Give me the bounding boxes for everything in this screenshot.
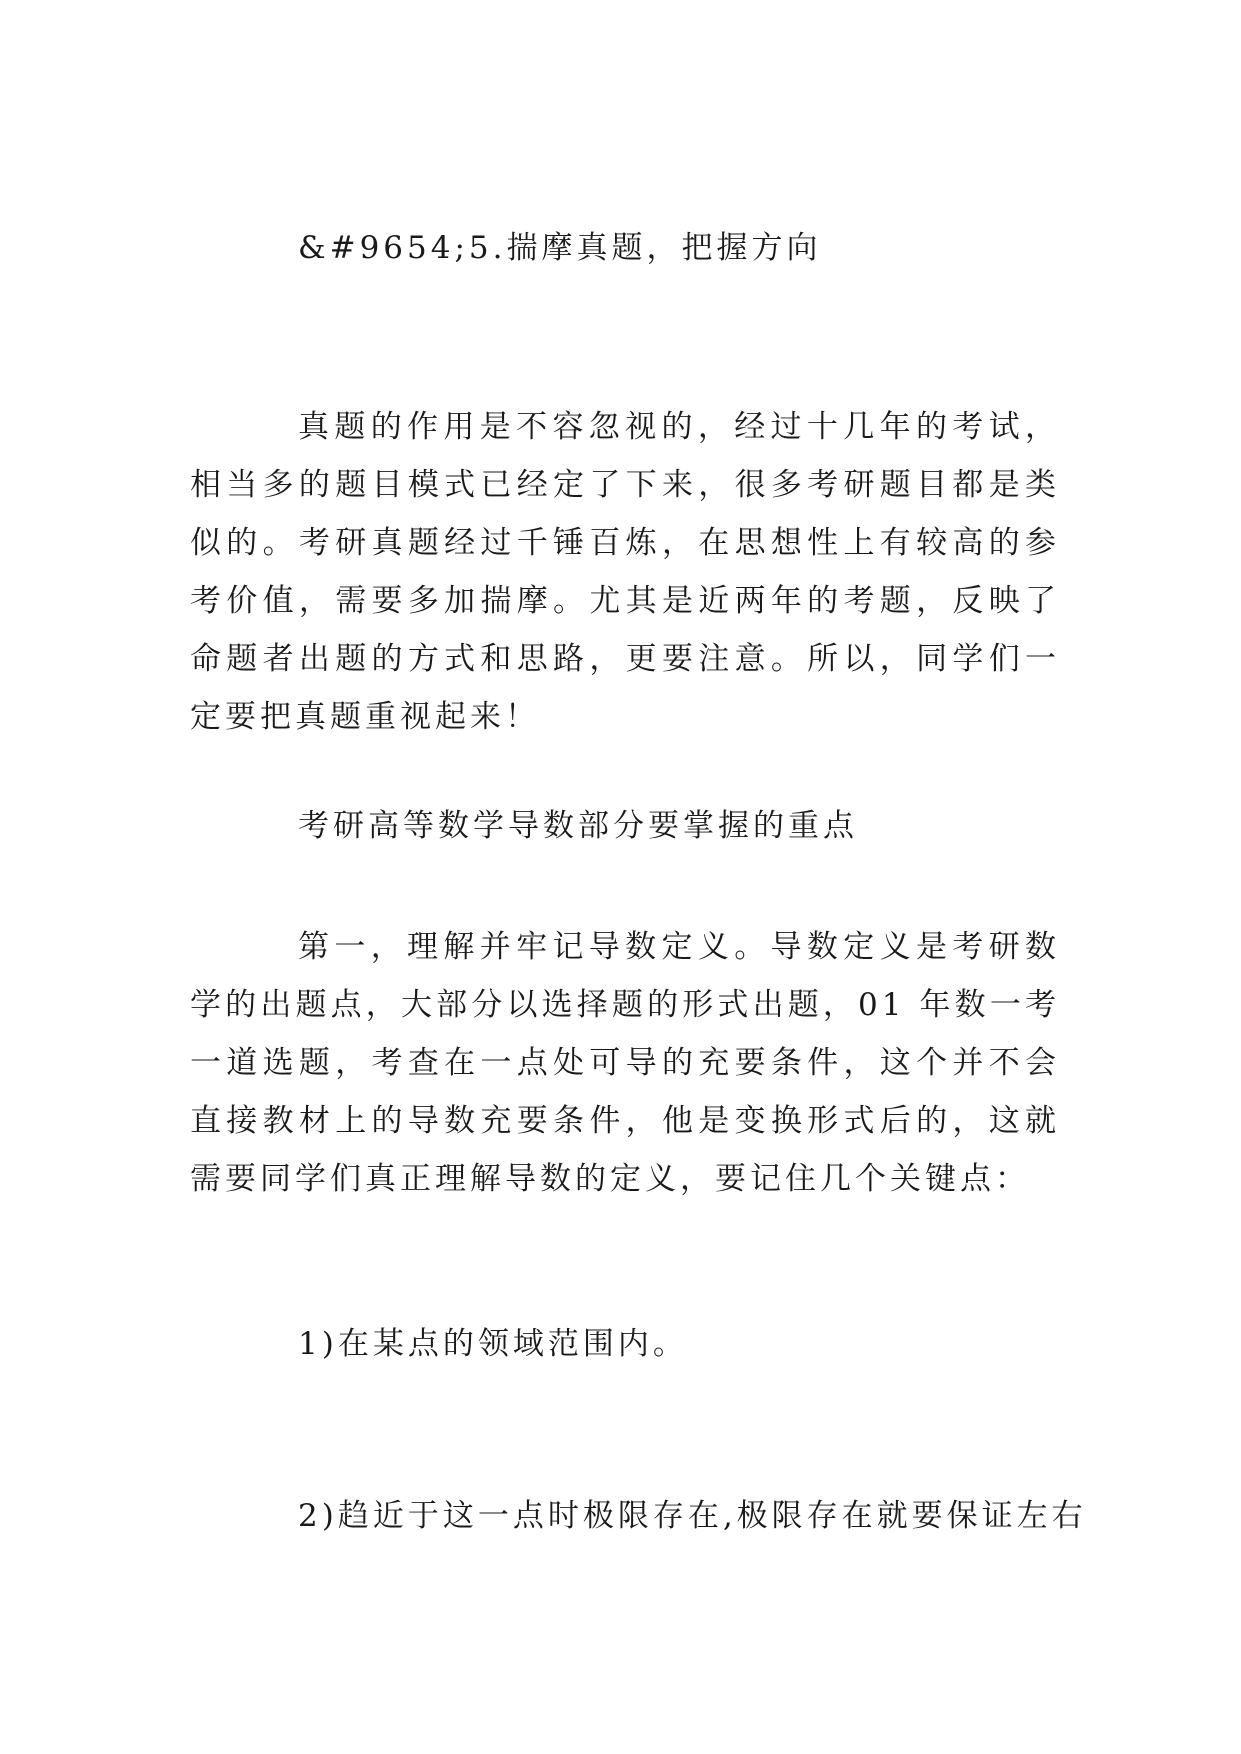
paragraph-derivative-definition: 第一，理解并牢记导数定义。导数定义是考研数学的出题点，大部分以选择题的形式出题，01 年数一考一道选题，考查在一点处可导的充要条件，这个并不会直接教材上的导数充要条件，他是变换形式后的，这就需要同学们真正理解导数的定义，要记住几个关键点：: [190, 929, 1060, 1197]
paragraph-real-exams: 真题的作用是不容忽视的，经过十几年的考试，相当多的题目模式已经定了下来，很多考研题目都是类似的。考研真题经过千锤百炼，在思想性上有较高的参考价值，需要多加揣摩。尤其是近两年的考题，反映了命题者出题的方式和思路，更要注意。所以，同学们一定要把真题重视起来！: [190, 409, 1060, 735]
subtitle-derivative-key-points: 考研高等数学导数部分要掌握的重点: [298, 808, 858, 844]
section-heading: &#9654;5.揣摩真题，把握方向: [298, 230, 822, 266]
point-2: 2)趋近于这一点时极限存在,极限存在就要保证左右: [298, 1498, 1087, 1534]
point-1: 1)在某点的领域范围内。: [298, 1326, 688, 1362]
